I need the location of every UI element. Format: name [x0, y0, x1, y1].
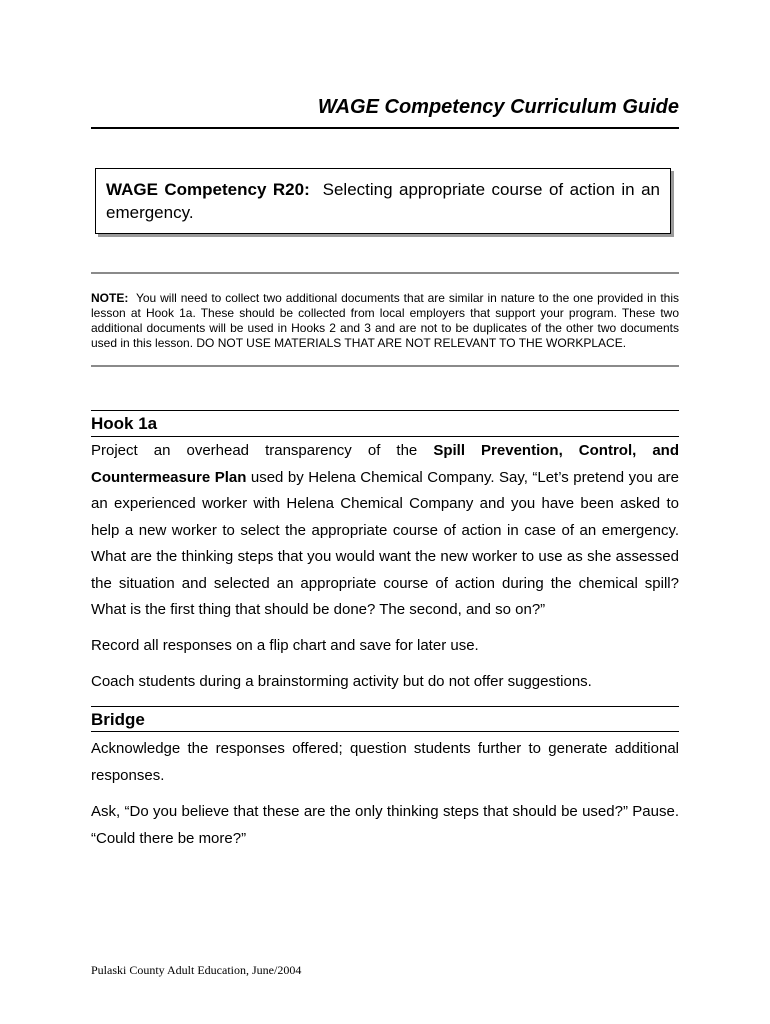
note-top-rule: [91, 272, 679, 274]
hook-paragraph-3: Coach students during a brainstorming activity but do not offer suggestions.: [91, 673, 592, 690]
hook-top-rule: [91, 410, 679, 411]
hook-title: Hook 1a: [91, 414, 158, 433]
page-footer: Pulaski County Adult Education, June/2004: [91, 963, 302, 977]
hook-bottom-rule: [91, 436, 679, 437]
bridge-bottom-rule: [91, 731, 679, 732]
hook-p1-rest: used by Helena Chemical Company. Say, “Let’s pretend you are an experienced worker with Helena Chemical Company and you have been asked to help a new worker to select the appropriate course of action in case of an emergency. What are the thinking steps that you would want the new worker to use as she assessed the situation and selected an appropriate course of action during the chemical spill? What is the first thing that should be done? The second, and so on?”: [91, 468, 679, 618]
note-block: [91, 291, 679, 351]
hook-paragraph-1: [91, 438, 679, 624]
bridge-top-rule: [91, 706, 679, 707]
bridge-paragraph-2: Ask, “Do you believe that these are the only thinking steps that should be used?” Pause. “Could there be more?”: [91, 803, 679, 847]
bridge-paragraph-1: Acknowledge the responses offered; question students further to generate additional responses.: [91, 740, 679, 784]
page-header-title: WAGE Competency Curriculum Guide: [317, 96, 679, 118]
header-rule: [91, 127, 679, 129]
hook-p1-start: Project an overhead transparency of the: [91, 442, 434, 459]
hook-paragraph-2: Record all responses on a flip chart and save for later use.: [91, 637, 479, 654]
hook-p1-document-name: Spill Prevention, Control, and Countermeasure Plan: [91, 442, 680, 486]
competency-label: WAGE Competency R20:: [106, 180, 310, 199]
competency-text: Selecting appropriate course of action in an emergency.: [106, 180, 661, 222]
competency-box: [95, 168, 671, 234]
note-label: NOTE:: [91, 291, 129, 305]
bridge-title: Bridge: [91, 710, 145, 729]
note-bottom-rule: [91, 365, 679, 367]
note-text: You will need to collect two additional documents that are similar in nature to the one provided in this lesson at Hook 1a. These should be collected from local employers that support your program. These two additional documents will be used in Hooks 2 and 3 and are not to be duplicates of the other two documents used in this lesson. DO NOT USE MATERIALS THAT ARE NOT RELEVANT TO THE WORKPLACE.: [91, 291, 679, 350]
